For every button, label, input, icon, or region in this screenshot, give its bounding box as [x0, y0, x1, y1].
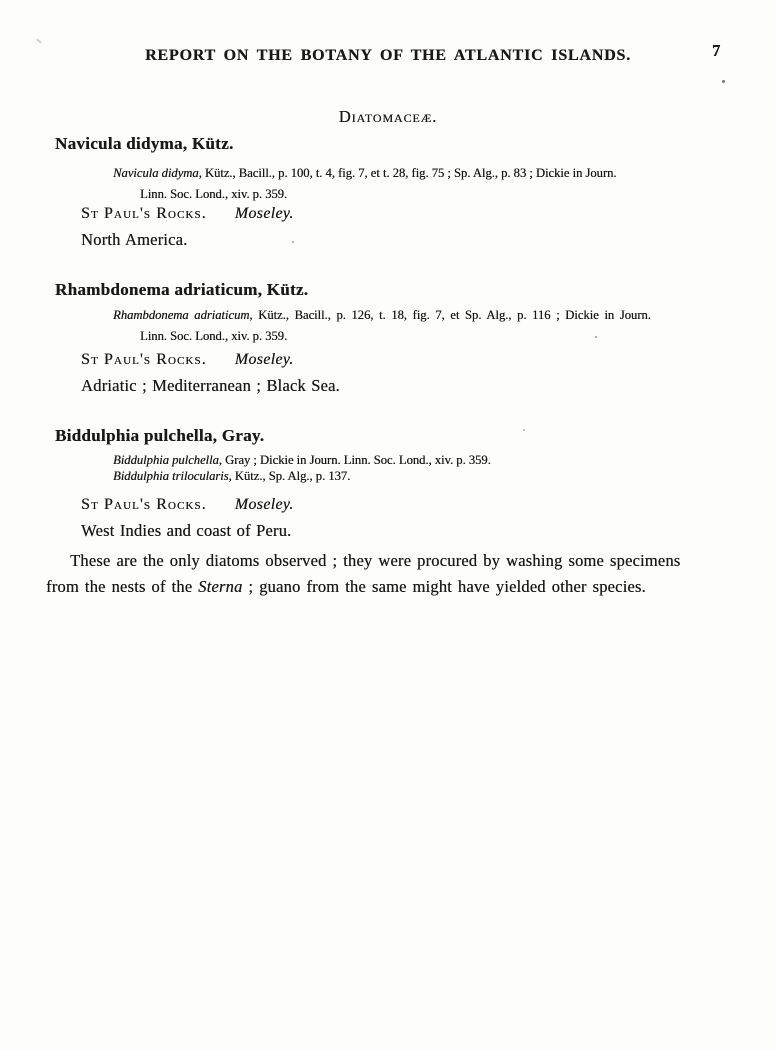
collector-name: Moseley.	[234, 351, 294, 368]
closing-paragraph-line	[46, 577, 646, 598]
synonym-reference: , Kütz., Bacill., p. 126, t. 18, fig. 7, et Sp. Alg., p. 116 ; Dickie in Journ.	[249, 308, 651, 322]
running-header: REPORT ON THE BOTANY OF THE ATLANTIC ISLANDS.	[145, 47, 631, 64]
scan-speck	[523, 429, 525, 431]
distribution-line: North America.	[81, 230, 188, 249]
synonym-name: Navicula didyma	[113, 166, 199, 180]
page-number: 7	[712, 41, 721, 60]
species-heading: Biddulphia pulchella, Gray.	[55, 426, 265, 445]
locality-name: St Paul's Rocks.	[81, 351, 207, 368]
species-heading: Rhambdonema adriaticum, Kütz.	[55, 280, 309, 299]
locality-name: St Paul's Rocks.	[81, 496, 207, 513]
synonym-reference: , Gray ; Dickie in Journ. Linn. Soc. Lond., xiv. p. 359.	[218, 453, 491, 467]
scan-speck	[722, 80, 725, 83]
synonym-reference: Linn. Soc. Lond., xiv. p. 359.	[140, 329, 288, 343]
synonym-reference: Linn. Soc. Lond., xiv. p. 359.	[140, 187, 288, 201]
synonymy-line	[113, 308, 651, 324]
species-heading: Navicula didyma, Kütz.	[55, 134, 234, 153]
distribution-line: West Indies and coast of Peru.	[81, 521, 292, 540]
locality-name: St Paul's Rocks.	[81, 205, 207, 222]
locality-line	[81, 495, 294, 515]
synonym-name: Biddulphia pulchella	[113, 453, 219, 467]
synonymy-line-continuation	[140, 329, 287, 345]
synonym-reference: , Kütz., Sp. Alg., p. 137.	[228, 469, 351, 483]
section-title: Diatomaceæ.	[338, 107, 438, 126]
paragraph-text: from the nests of the	[46, 577, 199, 596]
synonym-name: Biddulphia trilocularis	[113, 469, 229, 483]
scan-speck	[36, 38, 42, 43]
synonym-reference: , Kütz., Bacill., p. 100, t. 4, fig. 7, et t. 28, fig. 75 ; Sp. Alg., p. 83 ; Dickie in Journ.	[198, 166, 617, 180]
genus-name-italic: Sterna	[198, 577, 243, 596]
synonymy-line	[113, 166, 616, 182]
synonymy-line-continuation	[140, 187, 287, 203]
scan-speck	[292, 241, 294, 243]
collector-name: Moseley.	[234, 205, 294, 222]
synonymy-line	[113, 469, 350, 485]
closing-paragraph-line: These are the only diatoms observed ; they were procured by washing some specimens	[70, 551, 681, 570]
locality-line	[81, 350, 294, 370]
synonym-name: Rhambdonema adriaticum	[113, 308, 250, 322]
locality-line	[81, 204, 294, 224]
synonymy-line	[113, 453, 491, 469]
paragraph-text: ; guano from the same might have yielded other species.	[242, 577, 646, 596]
scan-speck	[595, 336, 597, 338]
distribution-line: Adriatic ; Mediterranean ; Black Sea.	[81, 376, 340, 395]
collector-name: Moseley.	[234, 496, 294, 513]
